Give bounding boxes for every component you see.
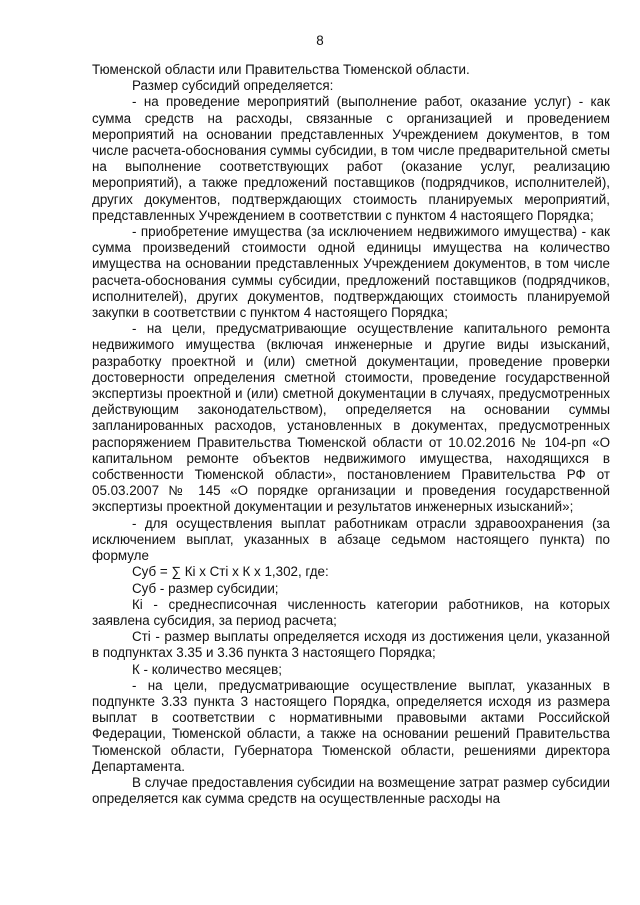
paragraph: - на цели, предусматривающие осуществление капитального ремонта недвижимого имущества (включая инженерные и другие виды изысканий, разработку проектной и (или) сметной документации, проведение проверки достоверности определения сметной стоимости, проведение государственной экспертизы проектной и (или) сметной документации в случаях, предусмотренных действующим законодательством), определяется на основании суммы запланированных расходов, установленных в документах, предусмотренных распоряжением Правительства Тюменской области от 10.02.2016 № 104-рп «О капитальном ремонте объектов недвижимого имущества, находящихся в собственности Тюменской области», постановлением Правительства РФ от 05.03.2007 № 145 «О порядке организации и проведения государственной экспертизы проектной документации и результатов инженерных изысканий»; — [92, 321, 610, 515]
formula-definition: К - количество месяцев; — [132, 661, 282, 677]
document-body — [92, 62, 610, 807]
paragraph: Размер субсидий определяется: — [132, 78, 334, 94]
page-number: 8 — [316, 33, 324, 48]
formula: Суб = ∑ Кi х Сті х К х 1,302, где: — [132, 564, 329, 580]
formula-definition: Суб - размер субсидии; — [132, 580, 279, 596]
paragraph: - на проведение мероприятий (выполнение работ, оказание услуг) - как сумма средств на расходы, связанные с организацией и проведением мероприятий на основании представленных Учреждением документов, в том числе расчета-обоснования суммы субсидии, в том числе предварительной сметы на выполнение соответствующих работ (оказание услуг, реализацию мероприятий), а также предложений поставщиков (подрядчиков, исполнителей), других документов, подтверждающих стоимость планируемых мероприятий, представленных Учреждением в соответствии с пунктом 4 настоящего Порядка; — [92, 94, 610, 223]
paragraph: В случае предоставления субсидии на возмещение затрат размер субсидии определяется как сумма средств на осуществленные расходы на — [92, 774, 610, 807]
formula-definition: Сті - размер выплаты определяется исходя из достижения цели, указанной в подпунктах 3.35 и 3.36 пункта 3 настоящего Порядка; — [92, 629, 610, 661]
paragraph: - на цели, предусматривающие осуществление выплат, указанных в подпункте 3.33 пункта 3 настоящего Порядка, определяется исходя из размера выплат в соответствии с нормативными правовыми актами Российской Федерации, Тюменской области, а также на основании решений Правительства Тюменской области, Губернатора Тюменской области, решениями директора Департамента. — [92, 677, 610, 774]
paragraph: Тюменской области или Правительства Тюменской области. — [92, 62, 470, 77]
paragraph: - для осуществления выплат работникам отрасли здравоохранения (за исключением выплат, указанных в абзаце седьмом настоящего пункта) по формуле — [92, 515, 610, 564]
paragraph: - приобретение имущества (за исключением недвижимого имущества) - как сумма произведений стоимости одной единицы имущества на количество имущества на основании представленных Учреждением документов, в том числе расчета-обоснования суммы субсидии, предложений поставщиков (подрядчиков, исполнителей), других документов, подтверждающих стоимость планируемой закупки в соответствии с пунктом 4 настоящего Порядка; — [92, 224, 610, 321]
formula-definition: Кi - среднесписочная численность категории работников, на которых заявлена субсидия, за период расчета; — [92, 596, 610, 628]
